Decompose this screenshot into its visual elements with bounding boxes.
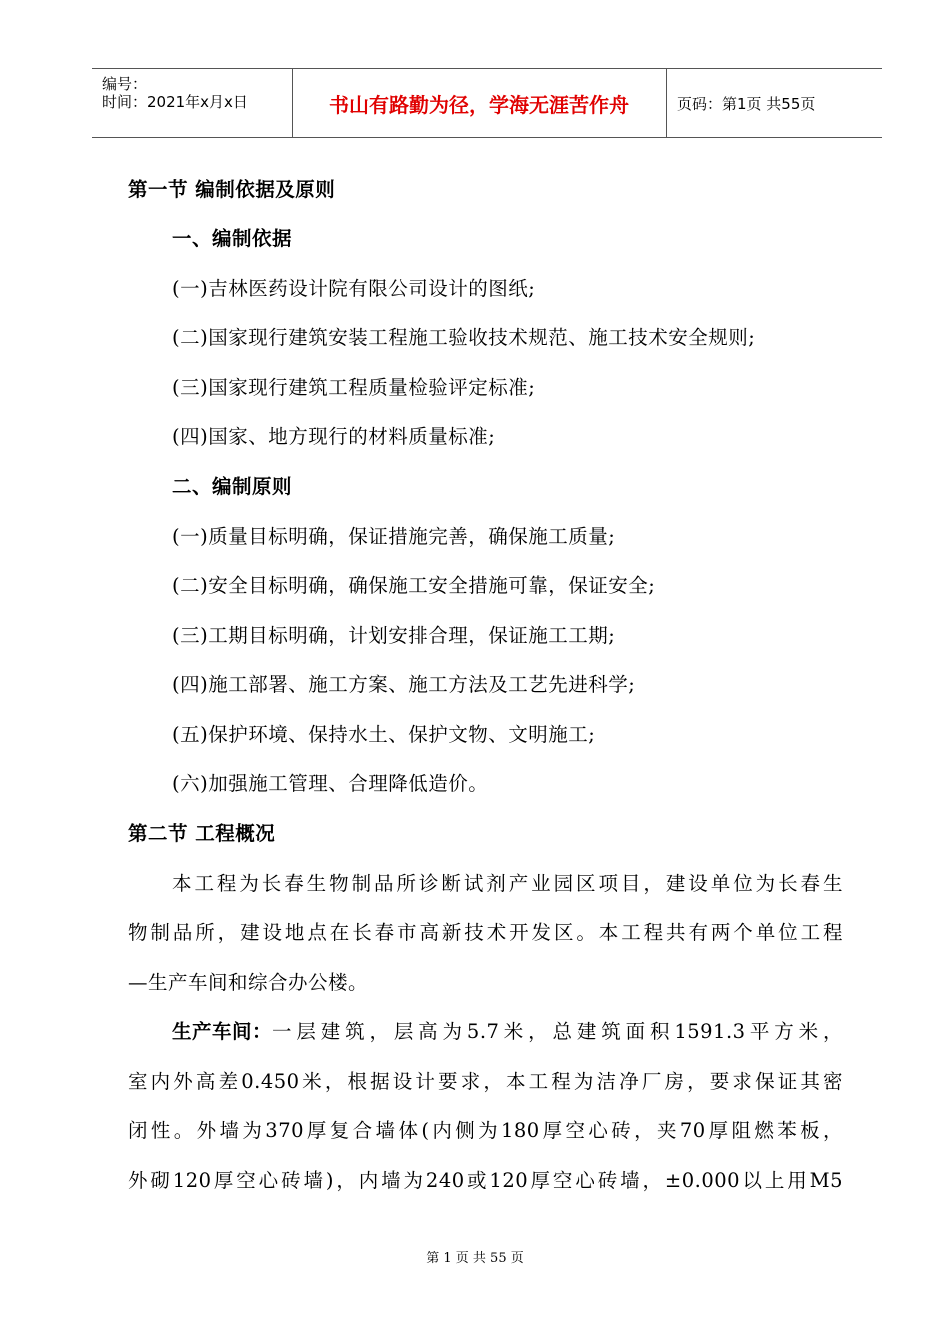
list-item: (三)国家现行建筑工程质量检验评定标准;	[172, 376, 536, 399]
list-item: (四)施工部署、施工方案、施工方法及工艺先进科学;	[172, 673, 636, 696]
paragraph-line: 室内外高差0.450米，根据设计要求，本工程为洁净厂房，要求保证其密	[128, 1070, 843, 1093]
subsection-title: 二、编制原则	[172, 475, 293, 498]
number-label: 编号：	[102, 75, 148, 93]
list-item: (四)国家、地方现行的材料质量标准;	[172, 425, 496, 448]
list-item: (六)加强施工管理、合理降低造价。	[172, 772, 489, 795]
section-title: 第一节 编制依据及原则	[128, 178, 336, 201]
paragraph-label: 生产车间：	[172, 1020, 273, 1043]
paragraph-line: 物制品所，建设地点在长春市高新技术开发区。本工程共有两个单位工程	[128, 921, 843, 944]
document-header	[92, 68, 882, 138]
paragraph-line: 闭性。外墙为370厚复合墙体(内侧为180厚空心砖，夹70厚阻燃苯板，	[128, 1119, 843, 1142]
header-meta	[92, 69, 292, 137]
paragraph-line	[172, 1016, 843, 1044]
list-item: (一)质量目标明确，保证措施完善，确保施工质量;	[172, 525, 616, 548]
paragraph-line: 外砌120厚空心砖墙)，内墙为240或120厚空心砖墙，±0.000以上用M5	[128, 1169, 843, 1192]
paragraph-line: 本工程为长春生物制品所诊断试剂产业园区项目，建设单位为长春生	[172, 872, 843, 895]
list-item: (一)吉林医药设计院有限公司设计的图纸;	[172, 277, 536, 300]
list-item: (二)国家现行建筑安装工程施工验收技术规范、施工技术安全规则;	[172, 326, 756, 349]
header-page-label: 页码：第1页 共55页	[677, 94, 816, 113]
time-label: 时间：2021年x月x日	[102, 93, 248, 111]
page-footer: 第 1 页 共 55 页	[426, 1251, 524, 1266]
list-item: (五)保护环境、保持水土、保护文物、文明施工;	[172, 723, 596, 746]
paragraph-line: —生产车间和综合办公楼。	[128, 971, 369, 994]
subsection-title: 一、编制依据	[172, 227, 293, 250]
section-title: 第二节 工程概况	[128, 822, 276, 845]
paragraph-text: 一层建筑，层高为5.7米，总建筑面积1591.3平方米，	[272, 1020, 843, 1043]
list-item: (三)工期目标明确，计划安排合理，保证施工工期;	[172, 624, 616, 647]
header-motto: 书山有路勤为径，学海无涯苦作舟	[329, 92, 629, 117]
list-item: (二)安全目标明确，确保施工安全措施可靠，保证安全;	[172, 574, 656, 597]
